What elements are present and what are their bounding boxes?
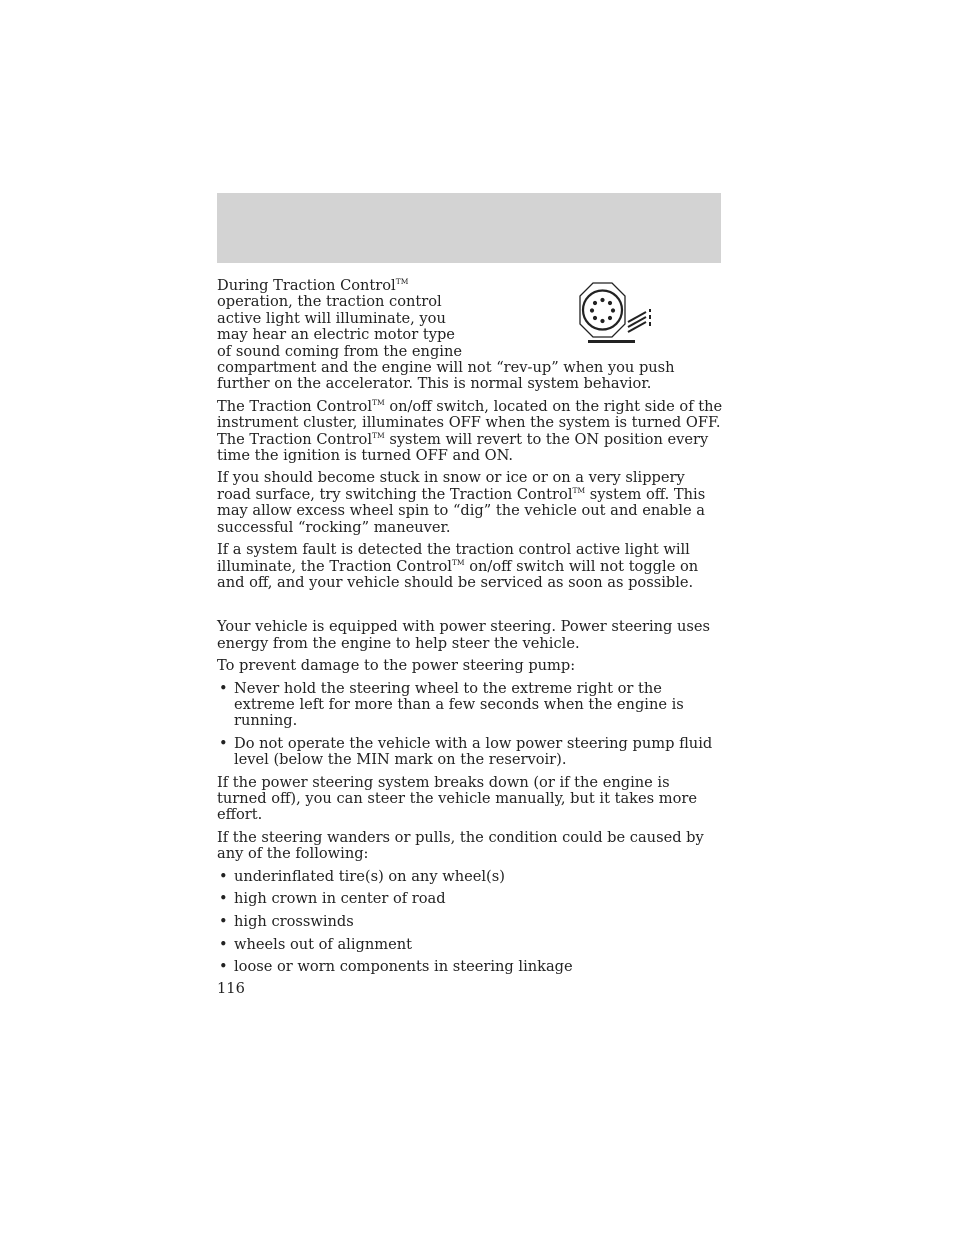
traction-paragraph-4 (217, 542, 723, 591)
list-item: • high crosswinds (217, 914, 723, 930)
traction-control-icon-container (473, 278, 723, 360)
traction-paragraph-3 (217, 470, 723, 536)
steering-prevent-heading: To prevent damage to the power steering pump: (217, 657, 576, 675)
traction-p1-text-a: During Traction Control (217, 277, 396, 294)
steering-breakdown: If the power steering system breaks down (or if the engine is turned off), you can steer the vehicle manually, but it takes more effort. (217, 773, 697, 824)
traction-control-icon (568, 282, 658, 348)
traction-p4-text-a: If a system fault is detected the traction control active light will illuminate, the Traction Control (217, 541, 690, 575)
section-gap (217, 597, 723, 619)
page-content (217, 278, 723, 982)
steering-wander-heading: If the steering wanders or pulls, the condition could be caused by any of the following: (217, 828, 704, 863)
traction-p3-text-b: system off. This may allow excess wheel spin to “dig” the vehicle out and enable a successful “rocking” maneuver. (217, 485, 706, 536)
trademark-mark: TM (395, 277, 409, 286)
list-item: • Do not operate the vehicle with a low power steering pump fluid level (below the MIN mark on the reservoir). (217, 736, 723, 769)
list-item: • wheels out of alignment (217, 937, 723, 953)
traction-p2-text-a: The Traction Control (217, 397, 372, 415)
traction-p2-text-c: system will revert to the ON position every time the ignition is turned OFF and ON. (217, 430, 709, 465)
page-number: 116 (217, 980, 245, 997)
list-item: • underinflated tire(s) on any wheel(s) (217, 869, 723, 885)
steering-prevent-list (217, 681, 723, 769)
list-item: • Never hold the steering wheel to the extreme right or the extreme left for more than a few seconds when the engine is running. (217, 681, 723, 730)
steering-intro: Your vehicle is equipped with power steering. Power steering uses energy from the engine to help steer the vehicle. (217, 618, 711, 652)
trademark-mark: TM (372, 430, 385, 440)
list-item: • high crown in center of road (217, 891, 723, 907)
traction-p1-text-b: operation, the traction control active light will illuminate, you may hear an electric motor type of sound coming from the engine compartment and the engine will not “rev-up” when you push further on the accelerator. This is normal system behavior. (217, 293, 675, 393)
trademark-mark: TM (451, 557, 465, 567)
traction-p2-text-b: on/off switch, located on the right side of the instrument cluster, illuminates OFF when the system is turned OFF. The Traction Control (217, 397, 723, 448)
traction-p3-text-a: If you should become stuck in snow or ice or on a very slippery road surface, try switching the Traction Control (217, 469, 685, 503)
trademark-mark: TM (572, 485, 586, 495)
traction-p4-text-b: on/off switch will not toggle on and off, and your vehicle should be serviced as soon as possible. (217, 557, 699, 591)
trademark-mark: TM (372, 397, 385, 407)
section-header-band (217, 193, 721, 263)
traction-paragraph-2 (217, 399, 723, 465)
steering-wander-list (217, 869, 723, 976)
list-item: • loose or worn components in steering linkage (217, 959, 723, 975)
